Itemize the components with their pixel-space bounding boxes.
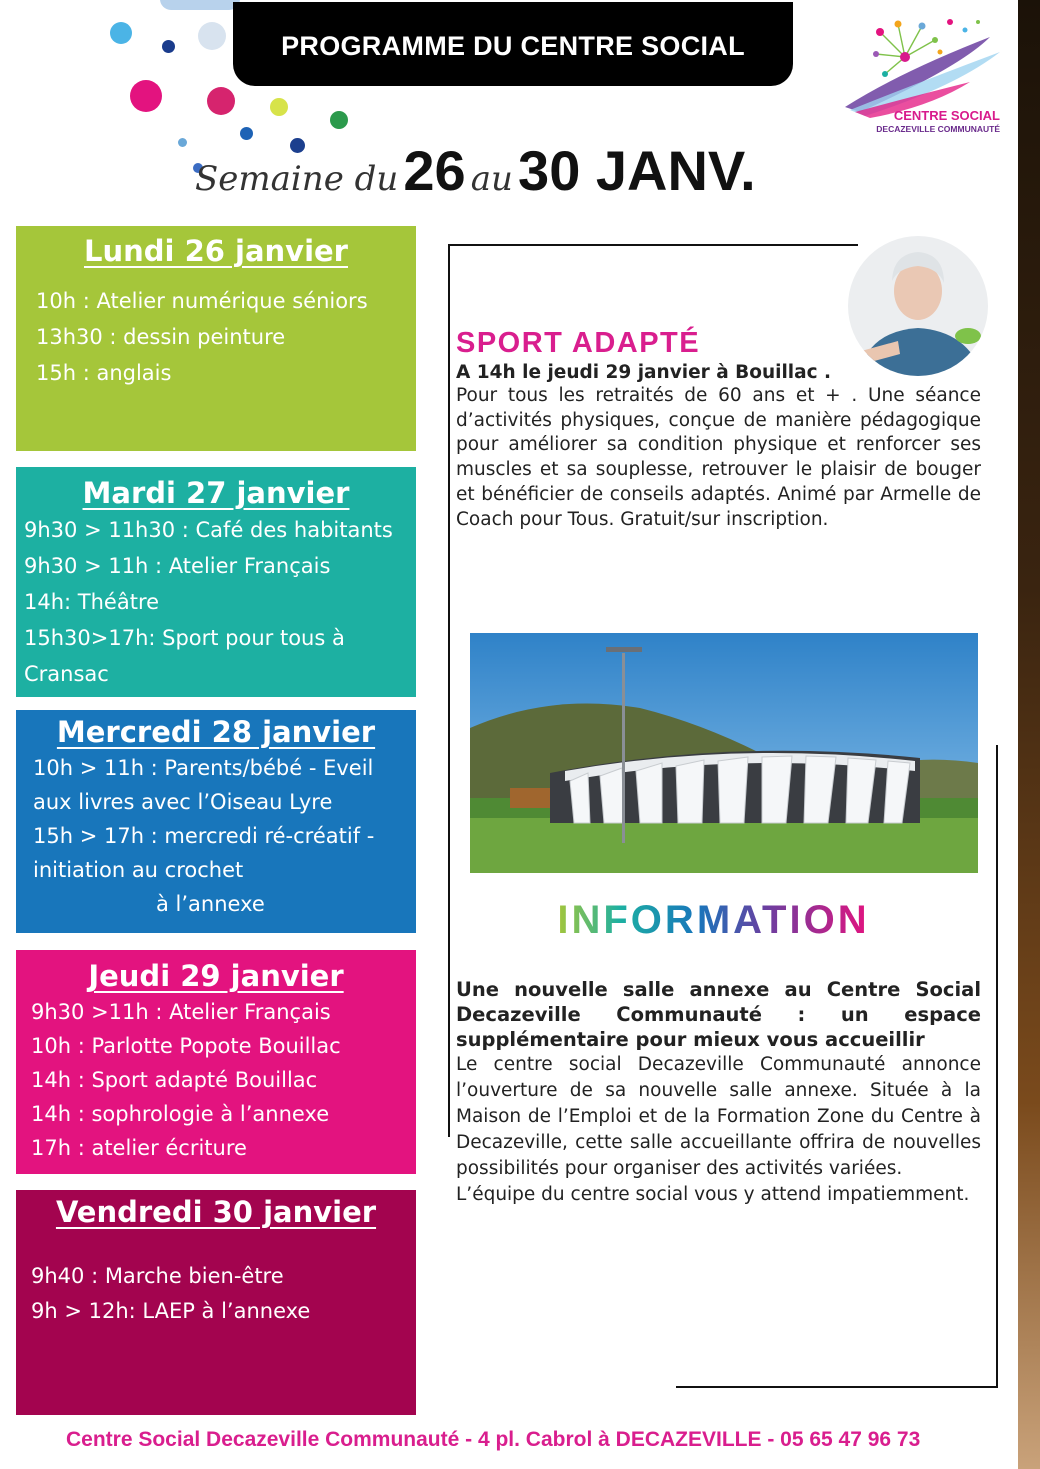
- list-item: 9h30 > 11h30 : Café des habitants: [24, 518, 393, 542]
- sport-description: Pour tous les retraités de 60 ans et + . Une séance d’activités physiques, conçue de manière pédagogique pour améliorer sa condition physique et renforcer ses muscles et sa souplesse, retrouver le plaisir de bouger et bénéficier de conseils adaptés. Animé par Armelle de Coach pour Tous. Gratuit/sur inscription.: [456, 385, 981, 530]
- sport-adapte-section: [456, 325, 981, 532]
- day-title: Jeudi 29 janvier: [88, 959, 344, 993]
- logo-name: CENTRE SOCIAL: [893, 108, 1000, 123]
- information-section: [456, 977, 981, 1208]
- day-items: [16, 268, 416, 391]
- week-mid: au: [470, 159, 513, 199]
- frame-left-line: [448, 244, 450, 1137]
- day-box-vendredi: [16, 1190, 416, 1415]
- list-item: 15h30>17h: Sport pour tous à: [24, 626, 345, 650]
- list-item: 10h : Atelier numérique séniors: [36, 289, 368, 313]
- list-item: 9h30 > 11h : Atelier Français: [24, 554, 331, 578]
- sport-subtitle: A 14h le jeudi 29 janvier à Bouillac .: [456, 362, 832, 383]
- week-prefix: Semaine du: [195, 159, 399, 199]
- day-items: [16, 1229, 416, 1329]
- day-items: [16, 749, 416, 921]
- day-box-jeudi: [16, 950, 416, 1174]
- frame-right-line: [996, 745, 998, 1388]
- list-item: à l’annexe: [156, 892, 265, 916]
- week-start: 26: [403, 139, 466, 202]
- list-item: 17h : atelier écriture: [31, 1136, 247, 1160]
- day-title: Vendredi 30 janvier: [55, 1195, 377, 1229]
- list-item: 9h40 : Marche bien-être: [31, 1264, 284, 1288]
- list-item: 9h30 >11h : Atelier Français: [31, 1000, 331, 1024]
- sports-hall-photo: [470, 633, 978, 873]
- day-box-mardi: [16, 467, 416, 697]
- info-title-part1: INFOR: [557, 898, 697, 942]
- info-body-closing: L’équipe du centre social vous y attend impatiemment.: [456, 1184, 970, 1205]
- logo-subname: DECAZEVILLE COMMUNAUTÉ: [876, 124, 1000, 134]
- day-box-mercredi: [16, 710, 416, 933]
- day-title: Mardi 27 janvier: [82, 476, 350, 510]
- frame-bottom-line: [676, 1386, 998, 1388]
- week-heading: [195, 138, 895, 208]
- list-item: aux livres avec l’Oiseau Lyre: [33, 790, 333, 814]
- footer-contact: Centre Social Decazeville Communauté - 4 pl. Cabrol à DECAZEVILLE - 05 65 47 96 73: [66, 1428, 921, 1451]
- week-end: 30 JANV.: [518, 139, 756, 202]
- list-item: 14h : Sport adapté Bouillac: [31, 1068, 318, 1092]
- page-edge-shadow: [1018, 0, 1040, 1469]
- list-item: 15h > 17h : mercredi ré-créatif -: [33, 824, 375, 848]
- day-items: [16, 510, 416, 692]
- day-title: Lundi 26 janvier: [84, 234, 348, 268]
- list-item: 13h30 : dessin peinture: [36, 325, 286, 349]
- list-item: 14h: Théâtre: [24, 590, 160, 614]
- list-item: 9h > 12h: LAEP à l’annexe: [31, 1299, 311, 1323]
- day-title: Mercredi 28 janvier: [56, 715, 376, 749]
- info-body: Le centre social Decazeville Communauté annonce l’ouverture de sa nouvelle salle annexe. Située à la Maison de l’Emploi et de la Formation Zone du Centre à Decazeville, cette salle accueillante offrira de nouvelles possibilités pour organiser des activités variées.: [456, 1054, 981, 1179]
- list-item: 10h : Parlotte Popote Bouillac: [31, 1034, 341, 1058]
- frame-top-line: [448, 244, 858, 246]
- day-box-lundi: [16, 226, 416, 451]
- list-item: 10h > 11h : Parents/bébé - Eveil: [33, 756, 374, 780]
- day-items: [16, 993, 416, 1165]
- list-item: 15h : anglais: [36, 361, 172, 385]
- info-title-part2: MATION: [696, 898, 870, 942]
- information-title: [456, 898, 971, 943]
- sport-title: SPORT ADAPTÉ: [456, 327, 701, 359]
- list-item: 14h : sophrologie à l’annexe: [31, 1102, 330, 1126]
- programme-title-banner: PROGRAMME DU CENTRE SOCIAL: [233, 2, 793, 86]
- info-lead: Une nouvelle salle annexe au Centre Social Decazeville Communauté : un espace supplémentaire pour mieux vous accueillir: [456, 978, 981, 1051]
- list-item: initiation au crochet: [33, 858, 244, 882]
- list-item: Cransac: [24, 662, 109, 686]
